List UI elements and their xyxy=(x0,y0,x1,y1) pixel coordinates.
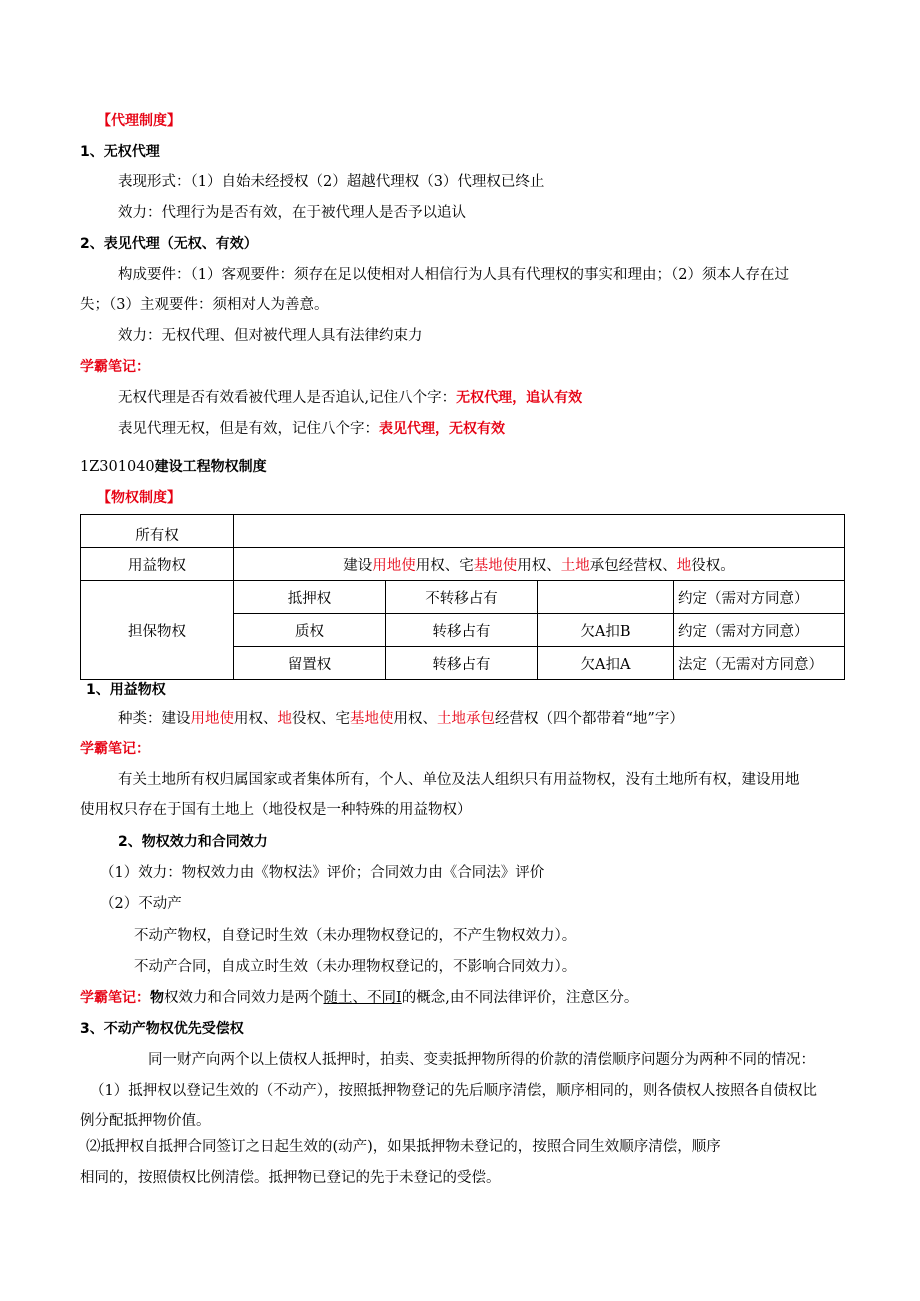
note-line-2 xyxy=(118,419,505,439)
text-requirements-1: 构成要件：（1）客观要件：须存在足以使相对人相信行为人具有代理权的事实和理由；（2）须本人存在过 xyxy=(118,267,789,283)
section-code-line xyxy=(80,457,267,477)
text-priority-2: （1）抵押权以登记生效的（不动产），按照抵押物登记的先后顺序清偿，顺序相同的，则各债权人按照各自债权比 xyxy=(90,1083,817,1099)
note-line-2-highlight: 表见代理，无权有效 xyxy=(379,421,505,437)
table-row xyxy=(81,548,845,581)
cell-pledge-possession: 转移占有 xyxy=(386,614,538,647)
heading-usufruct: 1、用益物权 xyxy=(86,682,166,698)
text-effect-3: 不动产物权，自登记时生效（未办理物权登记的，不产生物权效力）。 xyxy=(134,928,577,944)
heading-unauthorized-agency: 1、无权代理 xyxy=(80,144,160,160)
note-effect-text: 权效力和合同效力是两个 xyxy=(164,990,324,1006)
cell-mortgage-rule xyxy=(538,581,674,614)
note-effect-bold: 物 xyxy=(150,990,164,1006)
usufruct-highlight: 用地使 xyxy=(372,557,416,574)
note-label: 学霸笔记： xyxy=(80,359,150,375)
property-rights-table xyxy=(80,514,845,680)
cell-mortgage: 抵押权 xyxy=(234,581,386,614)
usufruct-highlight: 地 xyxy=(676,557,692,574)
note-label: 学霸笔记： xyxy=(80,990,150,1006)
cell-pledge-basis: 约定（需对方同意） xyxy=(674,614,845,647)
cell-empty xyxy=(234,515,845,548)
note-label: 学霸笔记： xyxy=(80,741,150,757)
types-text: 用权、 xyxy=(393,711,437,727)
cell-mortgage-possession: 不转移占有 xyxy=(386,581,538,614)
note-land-2: 使用权只存在于国有土地上（地役权是一种特殊的用益物权） xyxy=(80,802,472,818)
cell-ownership: 所有权 xyxy=(81,515,234,548)
usufruct-text: 承包经营权、 xyxy=(589,557,677,574)
text-usufruct-types xyxy=(118,709,684,729)
text-effect-2: （2）不动产 xyxy=(100,896,182,912)
text-validity: 效力：代理行为是否有效，在于被代理人是否予以追认 xyxy=(118,205,466,221)
table-row xyxy=(81,581,845,614)
section-code-title: 建设工程物权制度 xyxy=(154,459,267,475)
types-text: 用权、 xyxy=(234,711,278,727)
text-effect: 效力：无权代理、但对被代理人具有法律约束力 xyxy=(118,328,423,344)
cell-lien-possession: 转移占有 xyxy=(386,647,538,680)
note-line-2-text: 表见代理无权，但是有效，记住八个字： xyxy=(118,421,379,437)
cell-pledge: 质权 xyxy=(234,614,386,647)
cell-usufruct-types xyxy=(234,548,845,581)
cell-lien-rule: 欠A扣A xyxy=(538,647,674,680)
cell-mortgage-basis: 约定（需对方同意） xyxy=(674,581,845,614)
section-code: 1Z301040 xyxy=(80,459,155,475)
text-effect-4: 不动产合同，自成立时生效（未办理物权登记的，不影响合同效力）。 xyxy=(134,959,577,975)
types-highlight: 土地承包 xyxy=(437,711,495,727)
text-effect-1: （1）效力：物权效力由《物权法》评价；合同效力由《合同法》评价 xyxy=(100,865,545,881)
types-highlight: 用地使 xyxy=(190,711,234,727)
cell-pledge-rule: 欠A扣B xyxy=(538,614,674,647)
types-text: 役权、宅 xyxy=(292,711,350,727)
note-land-1: 有关土地所有权归属国家或者集体所有，个人、单位及法人组织只有用益物权，没有土地所有权，建设用地 xyxy=(118,772,800,788)
heading-effect: 2、物权效力和合同效力 xyxy=(118,834,268,850)
cell-lien-basis: 法定（无需对方同意） xyxy=(674,647,845,680)
types-highlight: 地 xyxy=(277,711,292,727)
cell-usufruct: 用益物权 xyxy=(81,548,234,581)
note-effect xyxy=(80,988,638,1008)
text-priority-1: 同一财产向两个以上债权人抵押时，拍卖、变卖抵押物所得的价款的清偿顺序问题分为两种不同的情况： xyxy=(148,1052,815,1068)
section-title-property: 【物权制度】 xyxy=(97,490,181,506)
usufruct-text: 役权。 xyxy=(691,557,735,574)
text-forms: 表现形式：（1）自始未经授权（2）超越代理权（3）代理权已终止 xyxy=(118,174,545,190)
note-line-1 xyxy=(118,388,582,408)
section-title-agency: 【代理制度】 xyxy=(97,113,181,129)
types-text: 经营权（四个都带着“地”字） xyxy=(495,711,684,727)
note-line-1-highlight: 无权代理，追认有效 xyxy=(456,390,583,406)
note-effect-text: 的概念,由不同法律评价，注意区分。 xyxy=(401,990,639,1006)
usufruct-text: 建设 xyxy=(343,557,373,574)
heading-priority: 3、不动产物权优先受偿权 xyxy=(80,1021,244,1037)
cell-lien: 留置权 xyxy=(234,647,386,680)
types-text: 种类：建设 xyxy=(118,711,191,727)
text-priority-5: 相同的，按照债权比例清偿。抵押物已登记的先于未登记的受偿。 xyxy=(80,1170,501,1186)
types-highlight: 基地使 xyxy=(350,711,394,727)
cell-security-rights: 担保物权 xyxy=(81,581,234,680)
note-line-1-text: 无权代理是否有效看被代理人是否追认,记住八个字： xyxy=(118,390,457,406)
usufruct-highlight: 土地 xyxy=(560,557,590,574)
usufruct-highlight: 基地使 xyxy=(473,557,518,574)
text-priority-4: ⑵抵押权自抵押合同签订之日起生效的(动产)，如果抵押物未登记的，按照合同生效顺序清偿，顺序 xyxy=(86,1139,721,1155)
usufruct-text: 用权、 xyxy=(517,557,561,574)
note-effect-underlined: 随土、不同I xyxy=(323,990,402,1006)
table-row xyxy=(81,515,845,548)
text-priority-3: 例分配抵押物价值。 xyxy=(80,1113,211,1129)
heading-apparent-agency: 2、表见代理（无权、有效） xyxy=(80,236,258,252)
usufruct-text: 用权、宅 xyxy=(415,557,474,574)
text-requirements-2: 失；（3）主观要件：须相对人为善意。 xyxy=(80,297,329,313)
